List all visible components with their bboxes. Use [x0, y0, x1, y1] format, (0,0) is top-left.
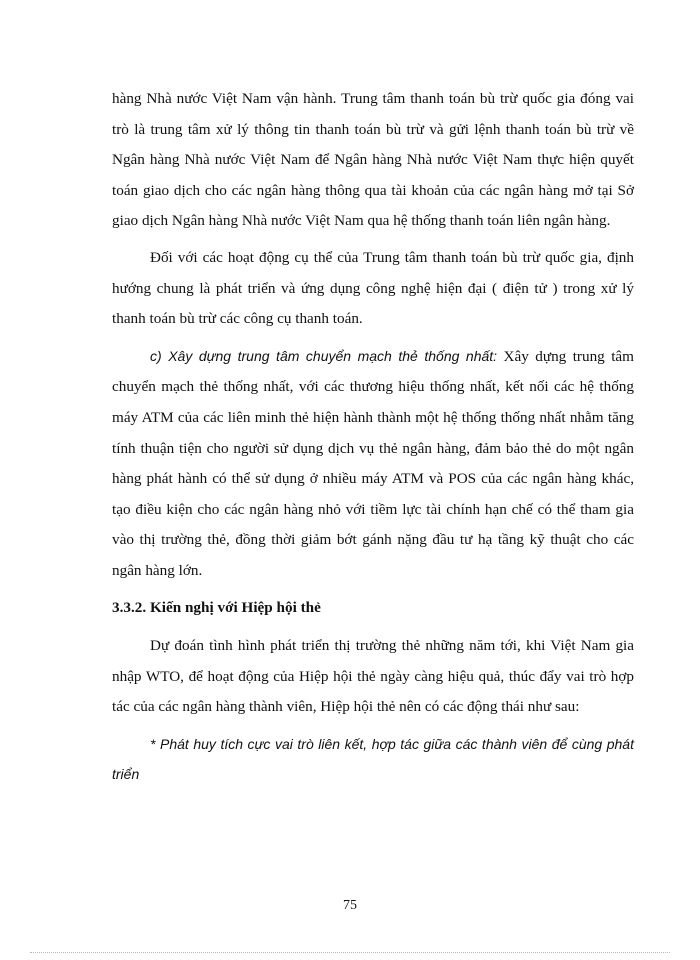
- paragraph-clearing-center: Đối với các hoạt động cụ thể của Trung tâm thanh toán bù trừ quốc gia, định hướng chung là phát triển và ứng dụng công nghệ hiện đại ( điện tử ) trong xử lý thanh toán bù trừ các công cụ thanh toán.: [112, 248, 634, 328]
- bullet-item-italic: * Phát huy tích cực vai trò liên kết, hợp tác giữa các thành viên để cùng phát triển: [112, 735, 634, 783]
- page-number: 75: [343, 898, 357, 913]
- paragraph-lead-italic: c) Xây dựng trung tâm chuyển mạch thẻ thống nhất:: [150, 347, 498, 364]
- section-heading: 3.3.2. Kiến nghị với Hiệp hội thẻ: [112, 598, 321, 616]
- paragraph-card-switching: [112, 341, 634, 587]
- page-body: [112, 84, 634, 790]
- page-bottom-divider: [30, 952, 670, 953]
- paragraph-continued: hàng Nhà nước Việt Nam vận hành. Trung tâm thanh toán bù trừ quốc gia đóng vai trò là trung tâm xử lý thông tin thanh toán bù trừ và gửi lệnh thanh toán bù trừ về Ngân hàng Nhà nước Việt Nam để Ngân hàng Nhà nước Việt Nam thực hiện quyết toán giao dịch cho các ngân hàng thông qua tài khoản của các ngân hàng mở tại Sở giao dịch Ngân hàng Nhà nước Việt Nam qua hệ thống thanh toán liên ngân hàng.: [112, 90, 634, 230]
- paragraph-body: Xây dựng trung tâm chuyển mạch thẻ thống nhất, với các thương hiệu thống nhất, kết nối các hệ thống máy ATM của các liên minh thẻ hiện hành thành một hệ thống thống nhất nhằm tăng tính thuận tiện cho người sử dụng dịch vụ thẻ ngân hàng, đảm bảo thẻ do một ngân hàng phát hành có thể sử dụng ở nhiều máy ATM và POS của các ngân hàng khác, tạo điều kiện cho các ngân hàng nhỏ với tiềm lực tài chính hạn chế có thể tham gia vào thị trường thẻ, đồng thời giảm bớt gánh nặng đầu tư hạ tầng kỹ thuật cho các ngân hàng lớn.: [112, 347, 634, 579]
- paragraph-card-association: Dự đoán tình hình phát triển thị trường thẻ những năm tới, khi Việt Nam gia nhập WTO, để hoạt động của Hiệp hội thẻ ngày càng hiệu quả, thúc đẩy vai trò hợp tác của các ngân hàng thành viên, Hiệp hội thẻ nên có các động thái như sau:: [112, 637, 634, 716]
